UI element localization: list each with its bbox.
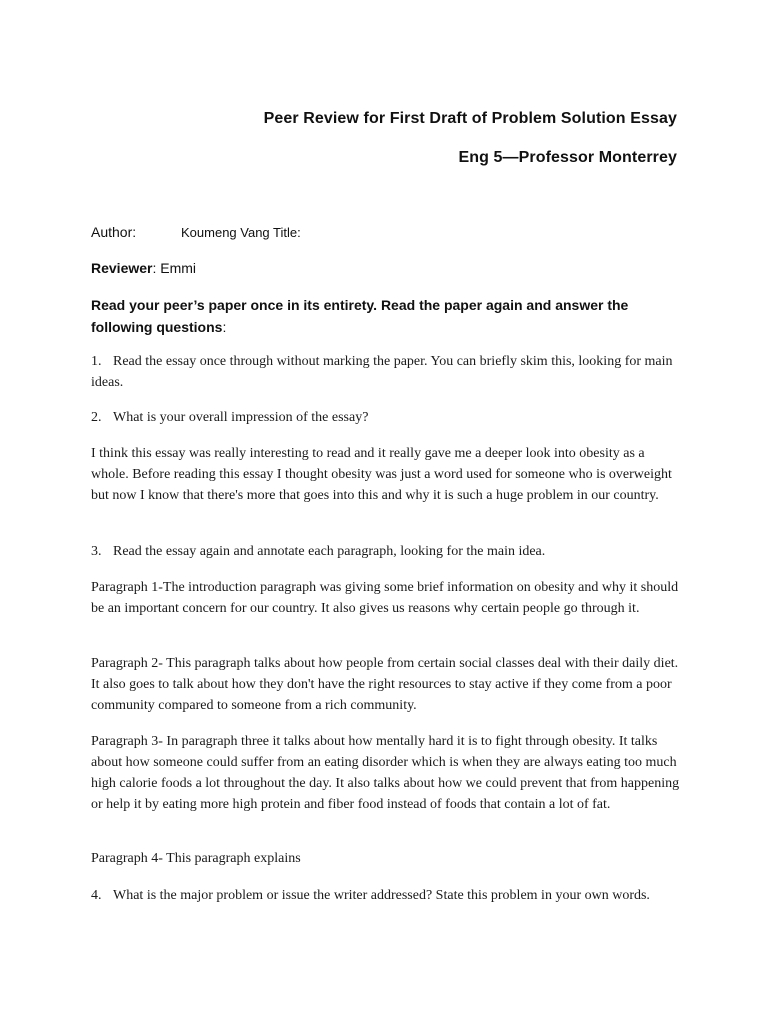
author-label: Author: [91, 224, 137, 240]
paragraph-annotation-4: Paragraph 4- This paragraph explains [91, 851, 301, 866]
instructions-suffix: : [222, 319, 227, 335]
paragraph-annotation-1: Paragraph 1-The introduction paragraph was giving some brief information on obesity and why it should be an important concern for our country. It also gives us reasons why certain people go through it. [91, 580, 679, 616]
question-4 [91, 885, 683, 906]
question-2 [91, 407, 683, 428]
reviewer-label: Reviewer [91, 260, 153, 276]
author-value: Koumeng Vang Title: [181, 225, 301, 240]
question-text: What is the major problem or issue the writer addressed? State this problem in your own words. [113, 888, 650, 903]
question-text: Read the essay once through without marking the paper. You can briefly skim this, looking for main ideas. [91, 354, 673, 390]
question-text: What is your overall impression of the essay? [113, 410, 369, 425]
question-number: 3. [91, 544, 102, 559]
reviewer-value: : Emmi [152, 260, 197, 276]
question-1 [91, 351, 683, 393]
question-number: 1. [91, 354, 102, 369]
instructions-text: Read your peer’s paper once in its entirety. Read the paper again and answer the following questions [91, 297, 629, 335]
document-title: Peer Review for First Draft of Problem Solution Essay [263, 110, 677, 127]
question-number: 4. [91, 888, 102, 903]
question-number: 2. [91, 410, 102, 425]
reviewer-row [91, 260, 196, 276]
paragraph-annotation-2: Paragraph 2- This paragraph talks about how people from certain social classes deal with their daily diet. It also goes to talk about how they don't have the right resources to stay active if they come from a poor community compared to someone from a rich community. [91, 656, 679, 713]
course-heading: Eng 5—Professor Monterrey [458, 149, 677, 166]
paragraph-annotation-3: Paragraph 3- In paragraph three it talks about how mentally hard it is to fight through obesity. It talks about how someone could suffer from an eating disorder which is when they are always eating too much high calorie foods a lot throughout the day. It also talks about how we could prevent that from happening or help it by eating more high protein and fiber food instead of foods that contain a lot of fat. [91, 734, 680, 812]
author-row [91, 224, 301, 240]
instructions [91, 294, 681, 338]
question-3 [91, 541, 683, 562]
answer-2: I think this essay was really interesting to read and it really gave me a deeper look into obesity as a whole. Before reading this essay I thought obesity was just a word used for someone who is overweight but now I know that there's more that goes into this and why it is such a huge problem in our country. [91, 446, 672, 503]
question-text: Read the essay again and annotate each paragraph, looking for the main idea. [113, 544, 546, 559]
